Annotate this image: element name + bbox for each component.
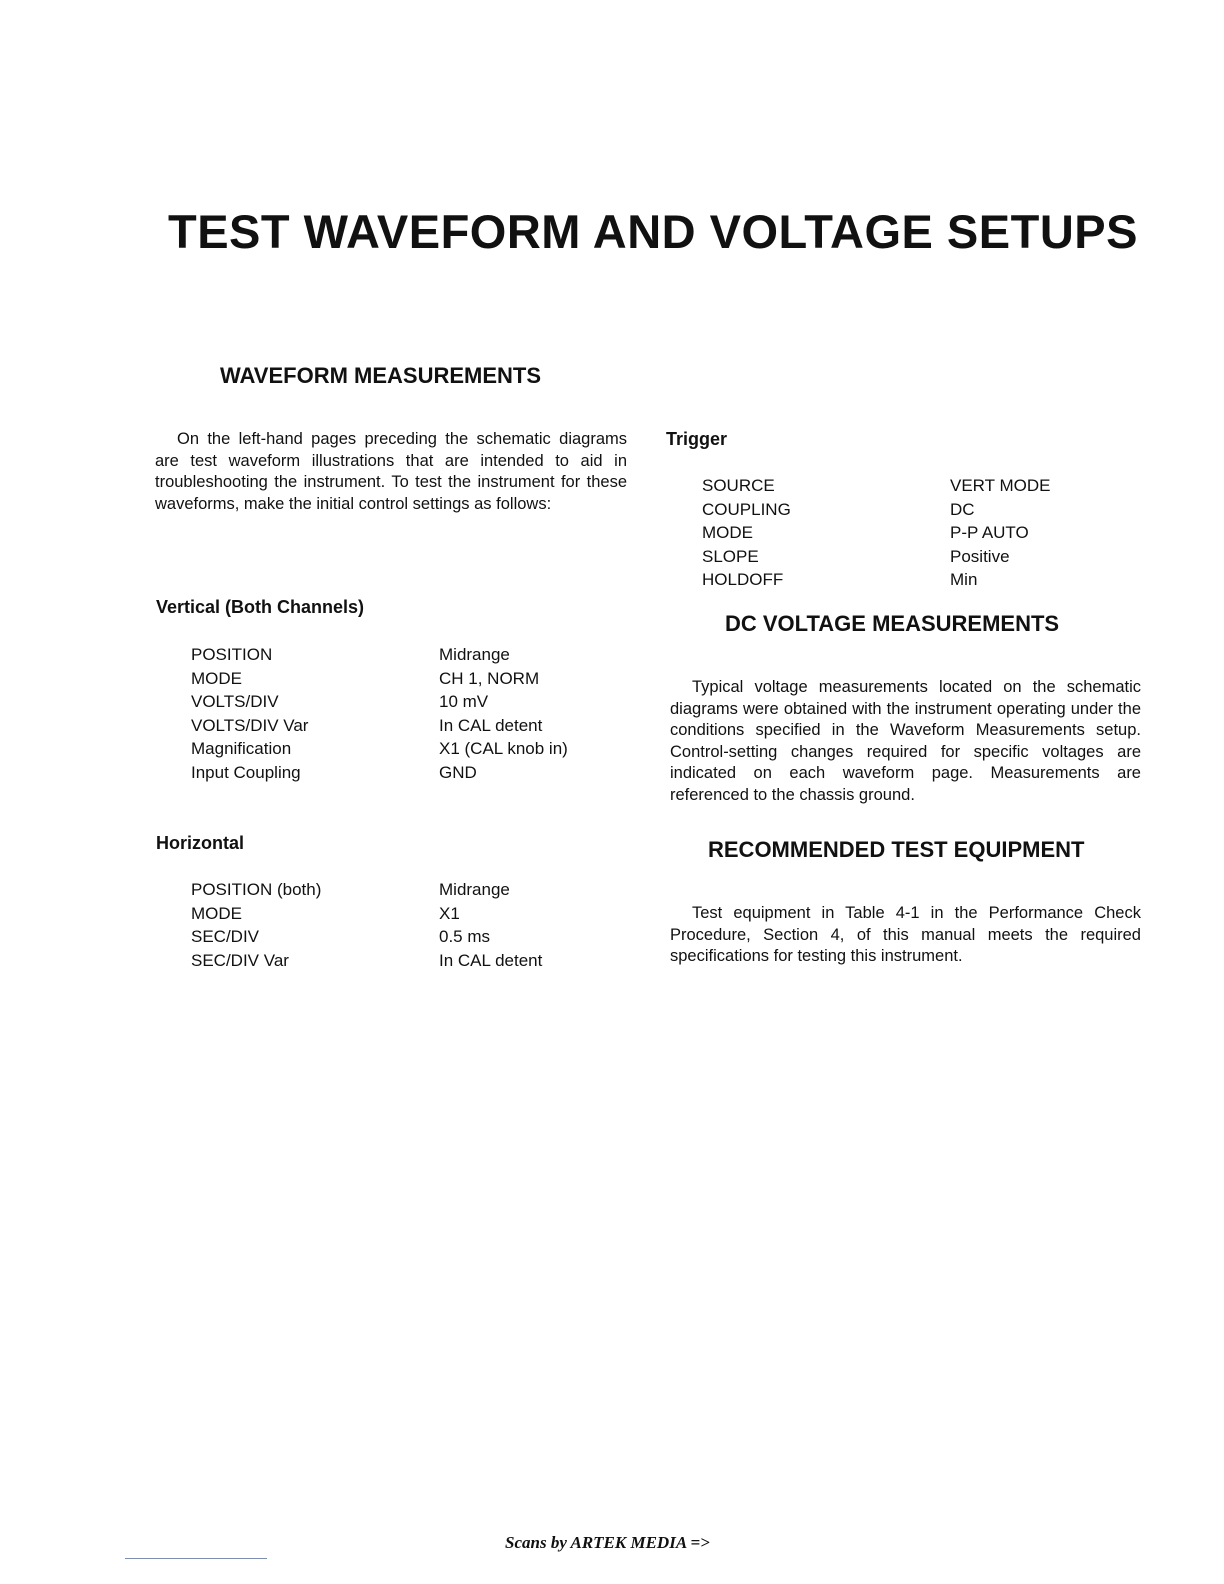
setting-value: Midrange: [439, 880, 510, 899]
settings-row: [702, 474, 1050, 498]
setting-value: In CAL detent: [439, 950, 543, 970]
setting-label: SEC/DIV: [191, 927, 260, 947]
setting-value: P-P AUTO: [950, 523, 1029, 543]
settings-row: [702, 545, 1050, 569]
setting-value: Positive: [950, 546, 1010, 566]
waveform-intro-paragraph: On the left-hand pages preceding the schematic diagrams are test waveform illustrations that are intended to aid in troubleshooting the instrument. To test the instrument for these waveforms, make the initial control settings as follows:: [155, 430, 627, 513]
setting-value: 10 mV: [439, 692, 489, 712]
settings-row: [702, 498, 1050, 522]
settings-row: [702, 568, 1050, 592]
settings-row: [191, 643, 568, 667]
settings-row: [191, 690, 568, 714]
setting-label: SLOPE: [702, 546, 759, 566]
settings-row: [191, 761, 568, 785]
setting-value: 0.5 ms: [439, 927, 491, 947]
setting-value: Min: [950, 570, 978, 590]
setting-value: CH 1, NORM: [439, 668, 540, 688]
setting-label: POSITION: [191, 645, 273, 664]
setting-label: MODE: [702, 523, 753, 543]
setting-value: DC: [950, 499, 975, 519]
setting-label: HOLDOFF: [702, 570, 784, 590]
setting-label: SEC/DIV Var: [191, 950, 289, 970]
setting-label: VOLTS/DIV: [191, 692, 279, 712]
setting-label: POSITION (both): [191, 880, 322, 899]
setting-label: SOURCE: [702, 476, 775, 495]
setting-value: X1: [439, 903, 460, 923]
setting-value: GND: [439, 762, 477, 782]
trigger-settings-list: [702, 474, 1050, 592]
settings-row: [191, 667, 568, 691]
setting-value: In CAL detent: [439, 715, 543, 735]
settings-row: [191, 714, 568, 738]
settings-row: [191, 902, 542, 926]
setting-label: MODE: [191, 903, 242, 923]
dc-voltage-heading: DC VOLTAGE MEASUREMENTS: [725, 611, 1060, 636]
vertical-settings-list: [191, 643, 568, 785]
setting-label: Input Coupling: [191, 762, 301, 782]
setting-label: COUPLING: [702, 499, 791, 519]
vertical-heading: Vertical (Both Channels): [156, 597, 365, 617]
setting-label: Magnification: [191, 739, 292, 759]
settings-row: [191, 925, 542, 949]
horizontal-settings-list: [191, 878, 542, 972]
setting-value: VERT MODE: [950, 476, 1051, 495]
setting-label: MODE: [191, 668, 242, 688]
settings-row: [702, 521, 1050, 545]
setting-value: X1 (CAL knob in): [439, 739, 568, 759]
test-equipment-heading: RECOMMENDED TEST EQUIPMENT: [708, 837, 1085, 862]
dc-voltage-paragraph: Typical voltage measurements located on the schematic diagrams were obtained with the instrument operating under the conditions specified in the Waveform Measurements setup. Control-setting changes required for specific voltages are indicated on each waveform page. Measurements are referenced to the chassis ground.: [670, 678, 1141, 804]
setting-label: VOLTS/DIV Var: [191, 715, 309, 735]
settings-row: [191, 737, 568, 761]
scan-credit: Scans by ARTEK MEDIA =>: [505, 1533, 710, 1552]
settings-row: [191, 949, 542, 973]
page-title: TEST WAVEFORM AND VOLTAGE SETUPS: [168, 205, 1138, 258]
horizontal-heading: Horizontal: [156, 833, 244, 853]
trigger-heading: Trigger: [666, 429, 728, 449]
setting-value: Midrange: [439, 645, 510, 664]
test-equipment-paragraph: Test equipment in Table 4-1 in the Performance Check Procedure, Section 4, of this manual meets the required specifications for testing this instrument.: [670, 904, 1141, 966]
waveform-measurements-heading: WAVEFORM MEASUREMENTS: [220, 363, 542, 388]
footer-divider: [125, 1558, 267, 1559]
settings-row: [191, 878, 542, 902]
